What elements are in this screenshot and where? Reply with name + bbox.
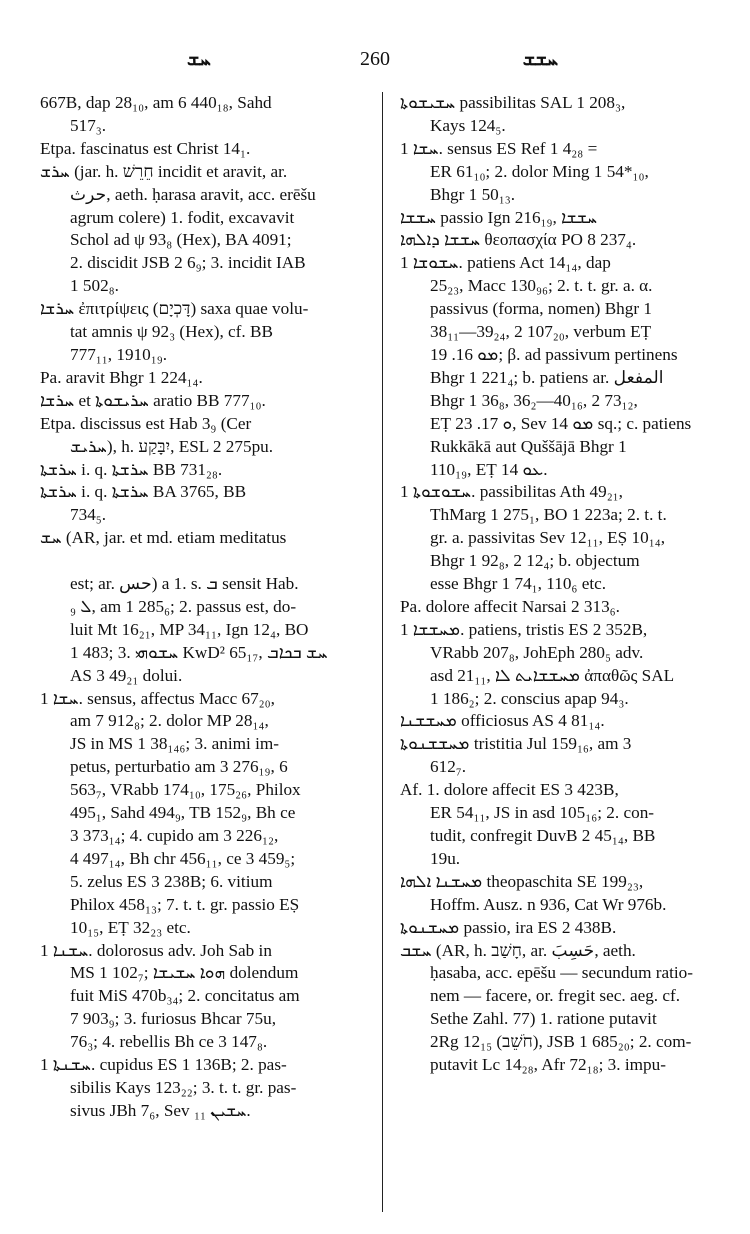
entry-line: est; ar. حس) a 1. s. ܒ sensit Hab. (70, 574, 299, 594)
entry-line: petus, perturbatio am 3 276₁₉, 6 (70, 757, 288, 777)
entry-line: Philox 458₁₃; 7. t. t. gr. passio EṢ (70, 894, 300, 914)
entry-line: 2. discidit JSB 2 6₉; 3. incidit IAB (70, 253, 306, 273)
entry-line: luit Mt 16₂₁, MP 34₁₁, Ign 12₄, BO (70, 619, 309, 639)
entry-line: nem — facere, or. fregit sec. aeg. cf. (430, 986, 681, 1006)
entry-line: Af. 1. dolore affecit ES 3 423B, (400, 780, 619, 800)
entry-line: ܚܫܐ 1. sensus, affectus Macc 67₂₀, (40, 688, 275, 708)
entry-line: Sethe Zahl. 77) 1. ratione putavit (430, 1009, 657, 1029)
entry-line: ܡܚܫܫܢܐ officiosus AS 4 81₁₄. (400, 711, 605, 731)
entry-line: Bhgr 1 92₈, 2 12₄; b. objectum (430, 551, 640, 571)
dictionary-entry (400, 619, 708, 711)
entry-line: 76₃; 4. rebellis Bh ce 3 147₈. (70, 1032, 268, 1052)
dictionary-entry (400, 596, 708, 619)
entry-line: ܚܫܫܐ passio Ign 216₁₉, ܚܫܫܐ (400, 207, 598, 227)
dictionary-entry (40, 390, 366, 413)
dictionary-entry (400, 710, 708, 733)
entry-line: ܚܫܘܫܘܬܐ 1. passibilitas Ath 49₂₁, (400, 482, 623, 502)
entry-line: EṬ ܘ 17. 23, Sev ܡܘ 14 sq.; c. patiens (430, 413, 692, 433)
entry-line: 495₁, Sahd 494₉, TB 152₉, Bh ce (70, 803, 296, 823)
entry-line: 777₁₁, 1910₁₉. (70, 344, 168, 364)
entry-line: Bhgr 1 221₄; b. patiens ar. المفعل (430, 367, 664, 387)
entry-line: 612₇. (430, 757, 467, 777)
dictionary-entry (400, 92, 708, 138)
entry-line: 3 373₁₄; 4. cupido am 3 226₁₂, (70, 826, 279, 845)
entry-line: ܚܪܫ (jar. h. חֵרֵשׁ incidit et aravit, ar. (40, 161, 288, 181)
page-header (0, 46, 750, 76)
entry-line: 110₁₉, EṬ ܥܘ 14. (430, 459, 548, 479)
entry-line: Bhgr 1 36₈, 36₂—40₁₆, 2 73₁₂, (430, 390, 638, 410)
dictionary-entry (40, 367, 366, 390)
entry-line: AS 3 49₂₁ dolui. (70, 665, 183, 685)
dictionary-entry (400, 138, 708, 207)
entry-line: 2Rg 12₁₅ (חֹשֵׁב), JSB 1 685₂₀; 2. com- (430, 1032, 692, 1052)
entry-line: ܡܚܫܫܢܘܬܐ tristitia Jul 159₁₆, am 3 (400, 734, 632, 754)
entry-line: tat amnis ψ 92₃ (Hex), cf. BB (70, 322, 273, 342)
left-column (40, 92, 366, 1123)
entry-line: ܡܚܫܢܐ ܐܠܗܐ theopaschita SE 199₂₃, (400, 871, 644, 891)
entry-line: tudit, confregit DuvB 2 45₁₄, BB (430, 826, 656, 845)
entry-line: ܚܫܝܫܘܬܐ passibilitas SAL 1 208₃, (400, 93, 626, 112)
entry-line: 1 186₂; 2. conscius apap 94₃. (430, 688, 629, 708)
dictionary-entry (40, 481, 366, 527)
entry-line: 517₃. (70, 115, 107, 135)
entry-line: ܚܫܘܫܐ 1. patiens Act 14₁₄, dap (400, 253, 611, 273)
entry-line: gr. a. passivitas Sev 12₁₁, EṢ 10₁₄, (430, 528, 665, 548)
entry-line: Pa. dolore affecit Narsai 2 313₆. (400, 596, 620, 616)
entry-line: fuit MiS 470b₃₄; 2. concitatus am (70, 986, 300, 1006)
right-column (400, 92, 708, 1077)
dictionary-entry (400, 481, 708, 596)
dictionary-entry (400, 733, 708, 779)
entry-line: Bhgr 1 50₁₃. (430, 184, 516, 204)
entry-line: ܚܫܐ 1. sensus ES Ref 1 4₂₈ = (400, 138, 598, 158)
dictionary-entry (40, 92, 366, 138)
dictionary-entry (400, 229, 708, 252)
entry-line: sibilis Kays 123₂₂; 3. t. t. gr. pas- (70, 1077, 297, 1097)
dictionary-entry (400, 779, 708, 871)
entry-line: ḥasaba, acc. epēšu — secundum ratio- (430, 963, 693, 983)
entry-line: VRabb 207₈, JohEph 280₅ adv. (430, 642, 644, 662)
entry-line: 19u. (430, 848, 461, 868)
entry-line: ܚܫܒ (AR, h. חָשַׁב, ar. حَسِبَ, aeth. (400, 940, 636, 960)
entry-line: حرث, aeth. ḥarasa aravit, acc. erēšu (70, 184, 316, 204)
entry-line: 25₂₃, Macc 130₉₆; 2. t. t. gr. a. α. (430, 276, 653, 296)
dictionary-entry (40, 413, 366, 459)
entry-line: 563₇, VRabb 174₁₀, 175₂₆, Philox (70, 780, 301, 800)
entry-line: ܡܚܫܫܐ 1. patiens, tristis ES 2 352B, (400, 619, 648, 639)
entry-line: ܡܚܫܢܘܬܐ passio, ira ES 2 438B. (400, 917, 617, 937)
dictionary-entry (40, 940, 366, 1055)
entry-line: agrum colere) 1. fodit, excavavit (70, 207, 295, 227)
entry-line (40, 550, 366, 573)
dictionary-entry (40, 527, 366, 687)
entry-line: 734₅. (70, 505, 107, 525)
entry-line: ܚܪܝܫ), h. יִבָּקַע, ESL 2 275pu. (70, 436, 274, 456)
dictionary-entry (400, 940, 708, 1077)
entry-line: ܚܪܫܬܐ i. q. ܚܪܫܬܐ BB 731₂₈. (40, 459, 223, 479)
dictionary-entry (40, 459, 366, 482)
entry-line: 4 497₁₄, Bh chr 456₁₁, ce 3 459₅; (70, 848, 296, 868)
entry-line: ܚܫܢܐ 1. dolorosus adv. Joh Sab in (40, 940, 272, 960)
entry-line: 5. zelus ES 3 238B; 6. vitium (70, 871, 273, 891)
dictionary-entry (40, 161, 366, 298)
dictionary-entry (400, 917, 708, 940)
entry-line: Hoffm. Ausz. n 936, Cat Wr 976b. (430, 894, 667, 914)
entry-line: sivus JBh 7₆, Sev ܚܫܝܢ ₁₁. (70, 1100, 251, 1120)
dictionary-entry (40, 298, 366, 367)
entry-line: Kays 124₅. (430, 115, 506, 135)
entry-line: ܡܘ 16. 19; β. ad passivum pertinens (430, 344, 678, 364)
dictionary-entry (40, 1054, 366, 1123)
right-running-head: ܚܫܫ (522, 48, 558, 70)
dictionary-entry (400, 252, 708, 481)
entry-line: ܚܫ (AR, jar. et md. etiam meditatus (40, 528, 287, 548)
entry-line: JS in MS 1 38₁₄₆; 3. animi im- (70, 734, 279, 754)
entry-line: asd 21₁₁, ܡܚܫܫܐܝܬ ܠܐ ἀπαθῶς SAL (430, 665, 675, 685)
entry-line: ThMarg 1 275₁, BO 1 223a; 2. t. t. (430, 505, 667, 525)
entry-line: ܚܫܢܬܐ 1. cupidus ES 1 136B; 2. pas- (40, 1055, 287, 1075)
entry-line: Rukkākā aut Quššājā Bhgr 1 (430, 436, 627, 456)
entry-line: 667B, dap 28₁₀, am 6 440₁₈, Sahd (40, 93, 272, 112)
entry-line: ER 54₁₁, JS in asd 105₁₆; 2. con- (430, 803, 655, 823)
entry-line: Pa. aravit Bhgr 1 224₁₄. (40, 367, 203, 387)
entry-line: ܠ ₉, am 1 285₆; 2. passus est, do- (70, 596, 297, 616)
dictionary-entry (40, 138, 366, 161)
dictionary-entry (400, 207, 708, 230)
left-running-head: ܚܫ (187, 48, 211, 70)
page-number: 260 (360, 48, 390, 70)
entry-line: putavit Lc 14₂₈, Afr 72₁₈; 3. impu- (430, 1055, 666, 1075)
entry-line: ER 61₁₀; 2. dolor Ming 1 54*₁₀, (430, 161, 649, 181)
entry-line: ܚܪܫܬܐ i. q. ܚܪܫܬܐ BA 3765, BB (40, 482, 247, 502)
entry-line: ܚܪܫܐ ἐπιτρίψεις (דָּכְיָם) saxa quae volu- (40, 299, 309, 319)
entry-line: 1 483; 3. ܚܫܘܗܝ KwD² 65₁₇, ܚܫ ܒܟܐܒ (70, 642, 328, 662)
entry-line: MS 1 102₇; ܗܘܐ ܚܫܝܫܐ dolendum (70, 963, 299, 983)
entry-line: ܚܪܫܐ et ܚܪܝܫܘܬܐ aratio BB 777₁₀. (40, 390, 266, 410)
entry-line: am 7 912₈; 2. dolor MP 28₁₄, (70, 711, 269, 731)
entry-line: esse Bhgr 1 74₁, 110₆ etc. (430, 574, 607, 594)
dictionary-entry (40, 688, 366, 940)
entry-line: Etpa. fascinatus est Christ 14₁. (40, 138, 251, 158)
entry-line: 10₁₅, EṬ 32₂₃ etc. (70, 917, 191, 937)
entry-line: Etpa. discissus est Hab 3₉ (Cer (40, 413, 252, 433)
entry-line: ܚܫܫܐ ܕܐܠܗܐ θεοπασχία PO 8 237₄. (400, 230, 637, 250)
entry-line: Schol ad ψ 93₈ (Hex), BA 4091; (70, 230, 292, 250)
entry-line: 38₁₁—39₂₄, 2 107₂₀, verbum EṬ (430, 322, 652, 342)
entry-line: passivus (forma, nomen) Bhgr 1 (430, 299, 652, 319)
dictionary-entry (400, 871, 708, 917)
column-divider (382, 92, 383, 1212)
entry-line: 1 502₈. (70, 276, 119, 296)
entry-line: 7 903₉; 3. furiosus Bhcar 75u, (70, 1009, 277, 1029)
